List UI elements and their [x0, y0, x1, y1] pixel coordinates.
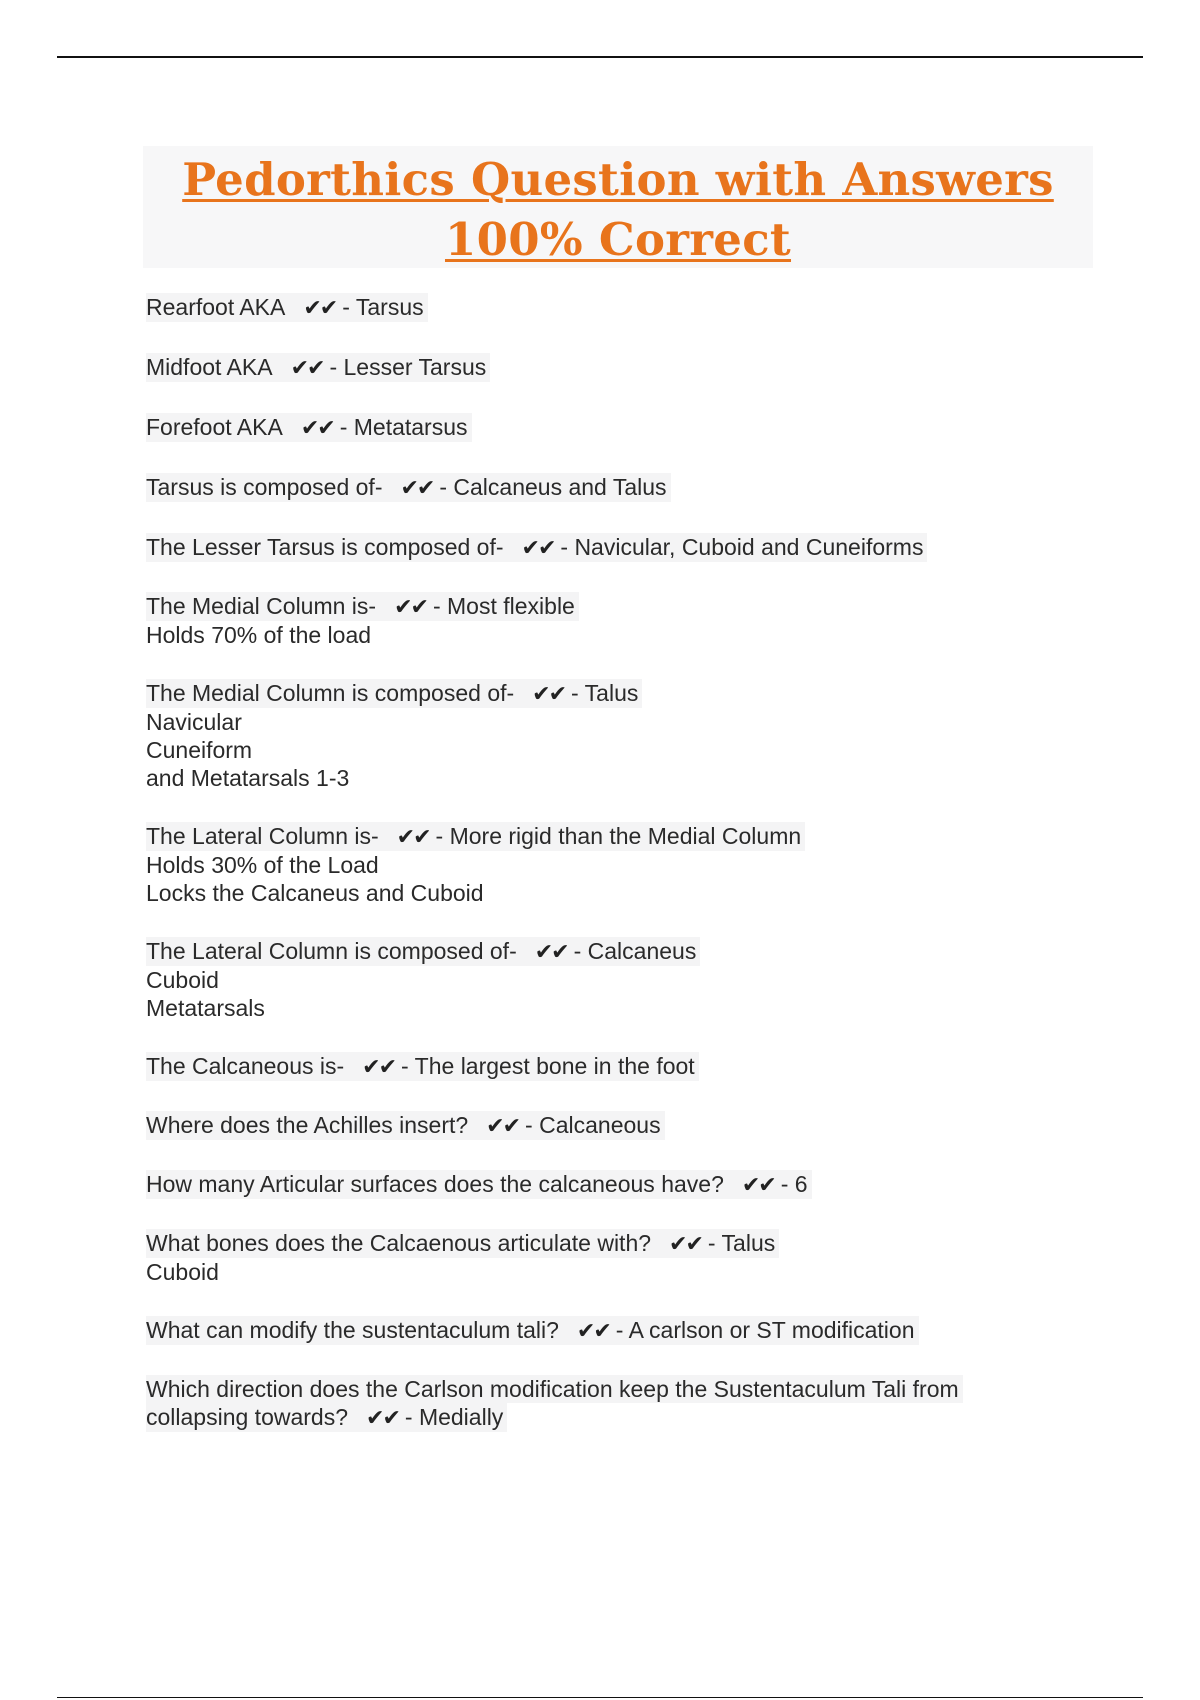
question-text: Tarsus is composed of- [146, 474, 383, 500]
check-mark-icon: ✔✔ [741, 1172, 775, 1197]
answer-continuation: Locks the Calcaneus and Cuboid [146, 880, 484, 906]
answer-text: - The largest bone in the foot [401, 1053, 695, 1079]
answer-text: - Tarsus [342, 294, 424, 320]
title-line-2: 100% Correct [444, 213, 792, 266]
check-mark-icon: ✔✔ [396, 824, 430, 849]
check-mark-icon: ✔✔ [400, 475, 434, 500]
question-text: What bones does the Calcaenous articulate with? [146, 1230, 652, 1256]
answer-text: - Calcaneus and Talus [439, 474, 667, 500]
answer-text: - Calcaneus [573, 938, 697, 964]
qa-item [146, 353, 1106, 382]
qa-item [146, 1052, 1106, 1081]
answer-continuation: Cuneiform [146, 737, 253, 763]
check-mark-icon: ✔✔ [300, 415, 334, 440]
qa-item [146, 533, 1106, 562]
qa-item [146, 1111, 1106, 1140]
check-mark-icon: ✔✔ [532, 681, 566, 706]
qa-item [146, 937, 1106, 1022]
question-text: Which direction does the Carlson modification keep the Sustentaculum Tali from [146, 1375, 963, 1403]
qa-item [146, 679, 1106, 792]
question-text: Forefoot AKA [146, 414, 283, 440]
qa-list [146, 293, 1106, 1432]
title-block [143, 146, 1093, 268]
answer-continuation: Holds 30% of the Load [146, 852, 379, 878]
answer-text: - More rigid than the Medial Column [435, 823, 802, 849]
question-text: The Calcaneous is- [146, 1053, 345, 1079]
question-text: The Medial Column is composed of- [146, 680, 515, 706]
answer-text: - Talus [571, 680, 639, 706]
answer-continuation: and Metatarsals 1-3 [146, 765, 350, 791]
answer-continuation: Metatarsals [146, 995, 265, 1021]
question-text: Midfoot AKA [146, 354, 273, 380]
answer-text: - Lesser Tarsus [329, 354, 487, 380]
title-line-1: Pedorthics Question with Answers [182, 153, 1054, 206]
qa-item [146, 1375, 1106, 1432]
qa-item [146, 1170, 1106, 1199]
answer-text: - A carlson or ST modification [615, 1317, 915, 1343]
check-mark-icon: ✔✔ [362, 1054, 396, 1079]
answer-text: - 6 [780, 1171, 808, 1197]
qa-item [146, 822, 1106, 907]
answer-text: - Calcaneous [525, 1112, 661, 1138]
answer-continuation: Cuboid [146, 967, 219, 993]
document-title [143, 146, 1093, 270]
check-mark-icon: ✔✔ [576, 1318, 610, 1343]
header-rule [57, 56, 1143, 58]
answer-text: - Navicular, Cuboid and Cuneiforms [560, 534, 924, 560]
answer-continuation: Holds 70% of the load [146, 622, 372, 648]
question-text: The Lateral Column is composed of- [146, 938, 517, 964]
check-mark-icon: ✔✔ [303, 295, 337, 320]
check-mark-icon: ✔✔ [521, 535, 555, 560]
check-mark-icon: ✔✔ [394, 594, 427, 619]
qa-item [146, 473, 1106, 502]
answer-text: - Metatarsus [339, 414, 468, 440]
check-mark-icon: ✔✔ [534, 939, 568, 964]
answer-continuation: Cuboid [146, 1259, 219, 1285]
answer-continuation: Navicular [146, 709, 242, 735]
question-text: What can modify the sustentaculum tali? [146, 1317, 559, 1343]
question-text: How many Articular surfaces does the calcaneous have? [146, 1171, 724, 1197]
check-mark-icon: ✔✔ [366, 1405, 399, 1430]
answer-text: - Medially [404, 1404, 504, 1430]
question-text: The Medial Column is- [146, 593, 377, 619]
check-mark-icon: ✔✔ [669, 1231, 702, 1256]
qa-item [146, 1229, 1106, 1286]
answer-text: - Most flexible [432, 593, 575, 619]
qa-item [146, 1316, 1106, 1345]
qa-item [146, 413, 1106, 442]
check-mark-icon: ✔✔ [486, 1113, 520, 1138]
qa-item [146, 592, 1106, 649]
question-text-continued: collapsing towards? [146, 1404, 349, 1430]
answer-text: - Talus [707, 1230, 776, 1256]
check-mark-icon: ✔✔ [290, 355, 324, 380]
question-text: The Lesser Tarsus is composed of- [146, 534, 504, 560]
question-text: Rearfoot AKA [146, 294, 286, 320]
question-text: Where does the Achilles insert? [146, 1112, 469, 1138]
qa-item [146, 293, 1106, 322]
question-text: The Lateral Column is- [146, 823, 379, 849]
footer-rule [57, 1697, 1143, 1698]
